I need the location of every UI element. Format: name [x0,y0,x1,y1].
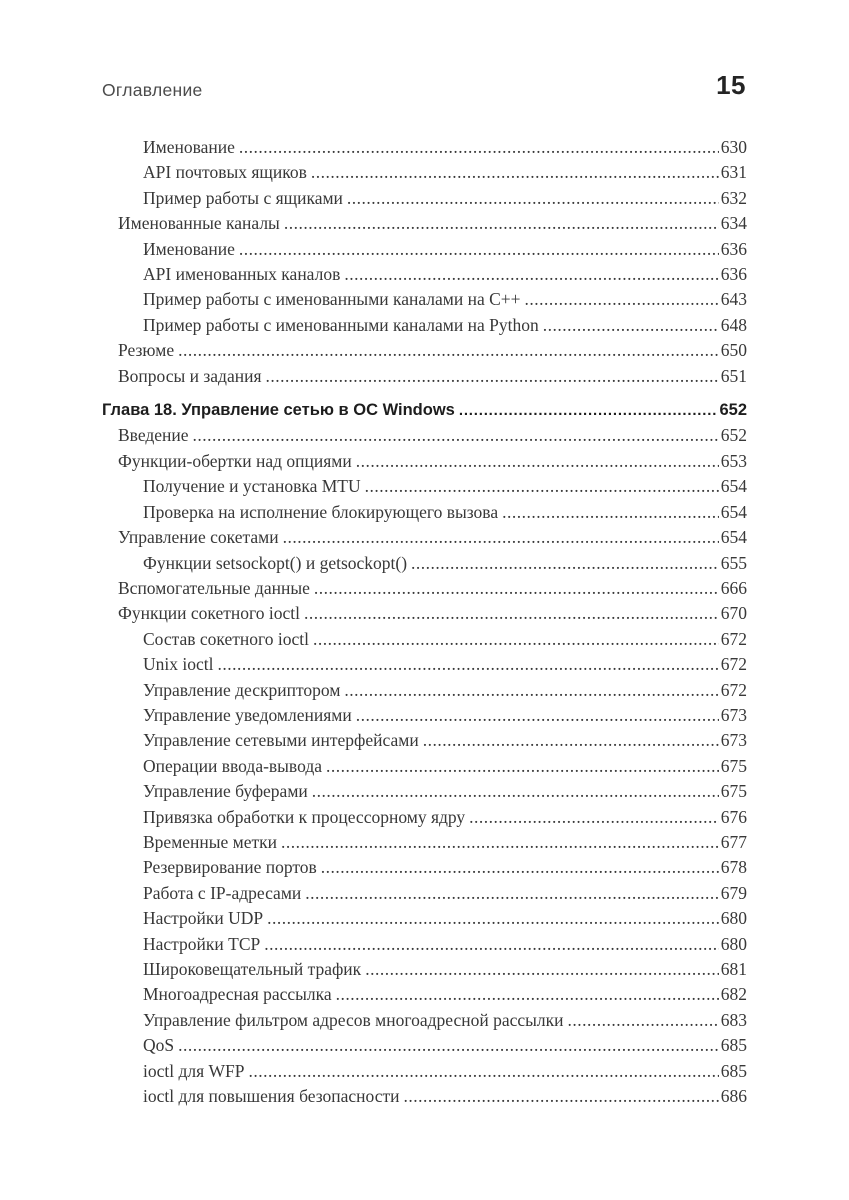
toc-entry-page: 653 [720,450,747,471]
toc-entry-page: 632 [720,187,747,208]
toc-entry-page: 655 [720,552,747,573]
toc-entry [102,779,747,804]
table-of-contents [102,135,747,1109]
toc-entry-label: ioctl для WFP [143,1060,245,1081]
toc-entry-page: 651 [720,365,747,386]
toc-entry-label: Функции setsockopt() и getsockopt() [143,552,408,573]
toc-entry-page: 685 [720,1035,747,1056]
toc-entry-page: 666 [720,577,747,598]
toc-entry-label: Резюме [118,340,175,361]
toc-leader-dots [356,703,719,728]
toc-chapter-entry [102,398,747,423]
toc-entry-page: 648 [720,314,747,335]
toc-leader-dots [217,652,718,677]
toc-entry [102,135,747,160]
toc-entry [102,423,747,448]
toc-entry [102,186,747,211]
toc-leader-dots [239,237,719,262]
toc-entry-page: 652 [720,425,747,446]
toc-leader-dots [365,957,719,982]
toc-entry-page: 686 [720,1086,747,1107]
toc-entry-page: 630 [720,137,747,157]
toc-entry-page: 678 [720,857,747,878]
toc-entry-label: Именованные каналы [118,213,280,234]
toc-leader-dots [404,1084,719,1109]
toc-entry-label: Управление фильтром адресов многоадресной рассылки [143,1009,564,1030]
toc-entry [102,957,747,982]
toc-entry-label: Привязка обработки к процессорному ядру [143,806,466,827]
toc-leader-dots [193,423,719,448]
toc-entry [102,678,747,703]
toc-leader-dots [239,135,719,160]
toc-entry-label: Управление буферами [143,781,308,802]
toc-entry-label: Управление сокетами [118,527,279,548]
toc-entry-label: Именование [143,238,235,259]
toc-entry [102,364,747,389]
toc-entry [102,1084,747,1109]
toc-entry [102,237,747,262]
toc-entry-label: Управление уведомлениями [143,704,352,725]
toc-leader-dots [267,906,719,931]
toc-entry [102,627,747,652]
toc-entry [102,525,747,550]
toc-entry-page: 680 [720,908,747,929]
toc-entry-page: 672 [720,654,747,675]
toc-entry [102,728,747,753]
toc-leader-dots [178,338,719,363]
toc-entry [102,805,747,830]
toc-entry-label: Именование [143,137,235,157]
toc-entry-label: API почтовых ящиков [143,162,307,183]
toc-leader-dots [543,313,719,338]
toc-entry-label: Вспомогательные данные [118,577,310,598]
toc-leader-dots [312,779,719,804]
toc-leader-dots [281,830,719,855]
toc-entry-label: Глава 18. Управление сетью в ОС Windows [102,401,455,420]
toc-entry-page: 675 [720,781,747,802]
toc-entry [102,474,747,499]
toc-entry [102,830,747,855]
toc-entry-label: Резервирование портов [143,857,317,878]
toc-leader-dots [178,1033,719,1058]
toc-entry [102,262,747,287]
toc-entry-page: 636 [720,264,747,285]
toc-leader-dots [423,728,719,753]
toc-entry-label: Широковещательный трафик [143,959,362,979]
toc-entry-label: Управление сетевыми интерфейсами [143,730,419,751]
toc-entry-page: 636 [720,238,747,259]
toc-entry-label: Вопросы и задания [118,365,262,386]
toc-entry-page: 676 [720,806,747,827]
toc-entry-label: API именованных каналов [143,264,341,285]
toc-entry-page: 670 [720,603,747,624]
toc-entry [102,1008,747,1033]
toc-entry-label: QoS [143,1035,175,1056]
toc-entry [102,855,747,880]
toc-entry-page: 654 [720,501,747,522]
toc-entry [102,906,747,931]
toc-entry-page: 672 [720,679,747,700]
toc-leader-dots [568,1008,719,1033]
toc-entry-label: Получение и установка MTU [143,476,361,497]
toc-leader-dots [469,805,719,830]
toc-entry [102,338,747,363]
toc-entry-label: ioctl для повышения безопасности [143,1086,400,1107]
toc-entry-label: Управление дескриптором [143,679,341,700]
toc-leader-dots [305,881,718,906]
toc-entry-label: Настройки TCP [143,933,261,954]
toc-entry-page: 685 [720,1060,747,1081]
toc-entry [102,1033,747,1058]
toc-entry [102,754,747,779]
page-number: 15 [716,70,746,100]
toc-entry [102,287,747,312]
toc-entry [102,601,747,626]
toc-leader-dots [344,678,718,703]
toc-entry-page: 631 [720,162,747,183]
toc-entry-page: 679 [720,882,747,903]
toc-entry-page: 673 [720,730,747,751]
toc-entry [102,313,747,338]
toc-leader-dots [313,627,719,652]
toc-entry-page: 634 [720,213,747,234]
toc-entry-label: Настройки UDP [143,908,264,929]
toc-leader-dots [411,551,719,576]
toc-entry-page: 654 [720,527,747,548]
toc-entry [102,982,747,1007]
toc-entry-label: Состав сокетного ioctl [143,628,309,649]
toc-entry [102,703,747,728]
toc-entry-label: Функции сокетного ioctl [118,603,300,624]
toc-leader-dots [344,262,718,287]
toc-leader-dots [502,500,719,525]
toc-entry-label: Введение [118,425,189,446]
toc-entry [102,932,747,957]
toc-entry-page: 673 [720,704,747,725]
toc-leader-dots [326,754,719,779]
toc-leader-dots [356,449,719,474]
toc-leader-dots [311,160,719,185]
toc-leader-dots [249,1059,719,1084]
running-header-title: Оглавление [102,80,203,100]
toc-entry [102,449,747,474]
toc-leader-dots [284,211,719,236]
toc-entry-label: Проверка на исполнение блокирующего вызова [143,501,499,522]
toc-entry-page: 654 [720,476,747,497]
toc-leader-dots [525,287,719,312]
toc-leader-dots [336,982,719,1007]
toc-entry-label: Пример работы с именованными каналами на C++ [143,289,521,310]
toc-entry-page: 643 [720,289,747,310]
toc-leader-dots [283,525,719,550]
toc-entry-page: 677 [720,831,747,852]
toc-leader-dots [347,186,719,211]
toc-entry [102,652,747,677]
toc-leader-dots [264,932,719,957]
toc-entry-label: Unix ioctl [143,654,214,675]
toc-entry-label: Работа с IP-адресами [143,882,302,903]
toc-entry-label: Пример работы с именованными каналами на Python [143,314,539,335]
toc-entry [102,576,747,601]
toc-leader-dots [304,601,719,626]
toc-entry-page: 680 [720,933,747,954]
toc-leader-dots [314,576,719,601]
toc-leader-dots [266,364,719,389]
toc-entry-page: 650 [720,340,747,361]
toc-entry-label: Временные метки [143,831,278,852]
toc-entry-label: Многоадресная рассылка [143,984,332,1005]
toc-entry-label: Операции ввода-вывода [143,755,322,776]
toc-entry-page: 683 [720,1009,747,1030]
toc-entry-label: Пример работы с ящиками [143,187,343,208]
toc-leader-dots [365,474,719,499]
toc-leader-dots [459,398,718,423]
page-header [102,68,747,108]
toc-entry [102,1059,747,1084]
toc-entry [102,881,747,906]
toc-entry-page: 681 [720,959,747,979]
toc-entry-page: 652 [719,401,747,420]
toc-entry-page: 672 [720,628,747,649]
toc-leader-dots [321,855,719,880]
toc-entry [102,211,747,236]
toc-entry-label: Функции-обертки над опциями [118,450,352,471]
toc-entry [102,160,747,185]
toc-entry [102,500,747,525]
toc-entry-page: 675 [720,755,747,776]
toc-entry [102,551,747,576]
toc-entry-page: 682 [720,984,747,1005]
